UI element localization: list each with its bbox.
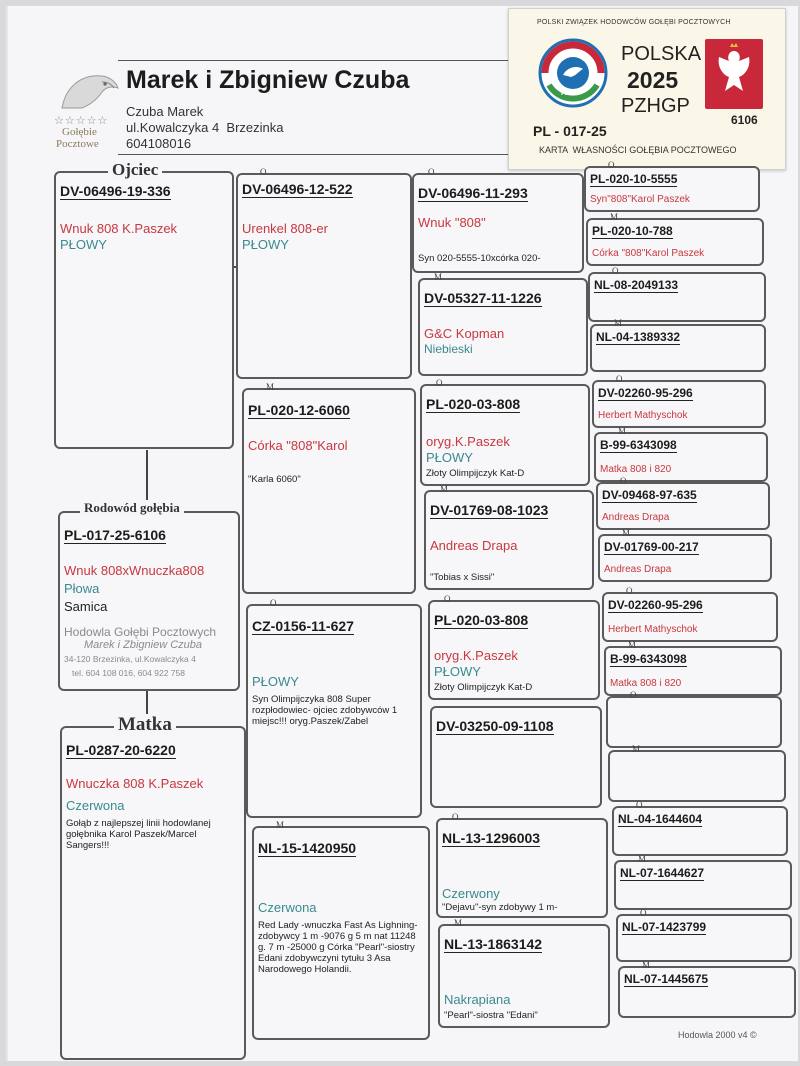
- female-symbol: M: [642, 960, 651, 970]
- mother-color: Czerwona: [66, 798, 125, 813]
- male-symbol: O: [436, 378, 443, 388]
- stamp-line-2: Marek i Zbigniew Czuba: [84, 639, 202, 651]
- ancestor-ring: DV-09468-97-635: [602, 488, 697, 502]
- fmm-name: Andreas Drapa: [430, 538, 518, 553]
- subject-card[interactable]: [58, 511, 240, 691]
- fmm-desc: "Tobias x Sissi": [430, 572, 495, 583]
- card-org: POLSKI ZWIĄZEK HODOWCÓW GOŁĘBI POCZTOWYCH: [537, 19, 731, 26]
- female-symbol: M: [618, 426, 627, 436]
- ancestor-ring: NL-04-1644604: [618, 812, 703, 826]
- ancestor-name: Herbert Mathyschok: [598, 410, 688, 421]
- ancestor-card-gen4[interactable]: [590, 318, 766, 372]
- eagle-logo: [52, 68, 124, 150]
- ancestor-card-gen4[interactable]: [598, 528, 772, 582]
- fmm-card[interactable]: [424, 484, 594, 590]
- mf-desc: Syn Olimpijczyka 808 Super rozpłodowiec- ojciec zdobywców 1 miejsc!!! oryg.Paszek/Zabel: [252, 694, 398, 727]
- fmf-name: oryg.K.Paszek: [426, 434, 510, 449]
- mother-desc: Gołąb z najlepszej linii hodowlanej gołębnika Karol Paszek/Marcel Sangers!!!: [66, 818, 211, 851]
- subject-ring: PL-017-25-6106: [64, 527, 166, 543]
- pedigree-sheet: [8, 6, 798, 1061]
- male-symbol: O: [444, 594, 451, 604]
- father-card[interactable]: [54, 171, 234, 449]
- logo-text-1: Gołębie: [62, 126, 97, 138]
- mff-desc: Złoty Olimpijczyk Kat-D: [434, 682, 533, 693]
- owner-address: ul.Kowalczyka 4 Brzezinka: [126, 120, 284, 135]
- ff-name: Urenkel 808-er: [242, 221, 328, 236]
- ancestor-name: Herbert Mathyschok: [608, 624, 698, 635]
- ancestor-card-gen4[interactable]: [616, 908, 792, 962]
- owner-name: Czuba Marek: [126, 104, 204, 119]
- ancestor-ring: B-99-6343098: [600, 438, 677, 452]
- mff-name: oryg.K.Paszek: [434, 648, 518, 663]
- polish-eagle-icon: [705, 39, 763, 109]
- ancestor-card-gen4[interactable]: [586, 212, 764, 266]
- footer-credit: Hodowla 2000 v4 ©: [678, 1030, 757, 1040]
- mff-card[interactable]: [428, 594, 600, 700]
- female-symbol: M: [434, 272, 443, 282]
- father-ring: DV-06496-19-336: [60, 183, 171, 199]
- logo-stars: ☆☆☆☆☆: [54, 115, 109, 127]
- subject-sex: Samica: [64, 599, 108, 614]
- female-symbol: M: [266, 382, 275, 392]
- ancestor-name: Andreas Drapa: [604, 564, 672, 575]
- mfm-ring: DV-03250-09-1108: [436, 718, 554, 734]
- card-number: 6106: [731, 113, 758, 127]
- ancestor-name: Matka 808 i 820: [610, 678, 682, 689]
- logo-text-2: Pocztowe: [56, 138, 99, 150]
- ancestor-card-gen4[interactable]: [594, 426, 768, 482]
- male-symbol: O: [270, 598, 277, 608]
- ffm-ring: DV-05327-11-1226: [424, 290, 542, 306]
- mmf-color: Czerwony: [442, 886, 500, 901]
- card-abbr: PZHGP: [621, 95, 690, 117]
- female-symbol: M: [454, 918, 463, 928]
- page-title: Marek i Zbigniew Czuba: [126, 66, 410, 94]
- ancestor-name: Syn"808"Karol Paszek: [590, 194, 690, 205]
- female-symbol: M: [440, 484, 449, 494]
- fmf-ring: PL-020-03-808: [426, 396, 521, 412]
- ownership-card: [508, 8, 786, 170]
- male-symbol: O: [630, 690, 637, 700]
- fmm-ring: DV-01769-08-1023: [430, 502, 549, 518]
- pzhgp-emblem: [537, 37, 609, 109]
- subject-color: Płowa: [64, 581, 100, 596]
- mmm-color: Nakrapiana: [444, 992, 511, 1007]
- mmf-ring: NL-13-1296003: [442, 830, 541, 846]
- ancestor-ring: NL-07-1445675: [624, 972, 709, 986]
- ffm-card[interactable]: [418, 272, 588, 376]
- male-symbol: O: [616, 374, 623, 384]
- pedigree-label: Rodowód gołębia: [80, 500, 184, 516]
- fff-card[interactable]: [412, 167, 584, 273]
- father-color: PŁOWY: [60, 237, 107, 252]
- ancestor-card-gen4[interactable]: [618, 960, 796, 1018]
- male-symbol: O: [428, 167, 435, 177]
- card-year: 2025: [627, 67, 679, 93]
- father-label: Ojciec: [108, 160, 162, 180]
- male-symbol: O: [636, 800, 643, 810]
- ancestor-card-gen4[interactable]: [612, 800, 788, 856]
- male-symbol: O: [608, 160, 615, 170]
- mm-desc: Red Lady -wnuczka Fast As Lighning-zdobywcy 1 m -9076 g 5 m nat 11248 g. 7 m -25000 g Córka "Pearl"-siostry Edani zdobywczyni tytułu 3 Asa Narodowego Holandii.: [258, 920, 418, 975]
- ancestor-card-gen4[interactable]: [602, 586, 778, 642]
- card-ring: PL - 017-25: [533, 123, 607, 139]
- fff-name: Wnuk "808": [418, 215, 486, 230]
- emblem-text: PZHGP: [561, 91, 582, 97]
- mff-color: PŁOWY: [434, 664, 481, 679]
- female-symbol: M: [632, 744, 641, 754]
- ancestor-ring: PL-020-10-5555: [590, 172, 678, 186]
- subject-name: Wnuk 808xWnuczka808: [64, 563, 205, 578]
- male-symbol: O: [452, 812, 459, 822]
- mmm-card[interactable]: [438, 918, 610, 1028]
- ancestor-card-gen4[interactable]: [592, 374, 766, 428]
- stamp-line-4: tel. 604 108 016, 604 922 758: [72, 668, 185, 678]
- mother-card[interactable]: [60, 726, 246, 1060]
- ffm-name: G&C Kopman: [424, 326, 505, 341]
- mm-card[interactable]: [252, 820, 430, 1040]
- ancestor-card-gen4[interactable]: [614, 854, 792, 910]
- ancestor-ring: DV-02260-95-296: [608, 598, 703, 612]
- fm-name: Córka "808"Karol: [248, 438, 348, 453]
- ancestor-card-gen4[interactable]: [584, 160, 760, 212]
- mf-ring: CZ-0156-11-627: [252, 618, 354, 634]
- fmf-card[interactable]: [420, 378, 590, 486]
- ancestor-name: Córka "808"Karol Paszek: [592, 248, 705, 259]
- ancestor-ring: NL-07-1644627: [620, 866, 705, 880]
- ancestor-ring: DV-01769-00-217: [604, 540, 699, 554]
- fff-ring: DV-06496-11-293: [418, 185, 528, 201]
- mmm-ring: NL-13-1863142: [444, 936, 543, 952]
- ancestor-ring: DV-02260-95-296: [598, 386, 693, 400]
- mm-color: Czerwona: [258, 900, 317, 915]
- ancestor-card-gen4[interactable]: [606, 690, 782, 748]
- ancestor-ring: NL-07-1423799: [622, 920, 707, 934]
- mmf-card[interactable]: [436, 812, 608, 918]
- pzhgp-emblem-icon: [537, 37, 609, 109]
- ffm-color: Niebieski: [424, 342, 473, 356]
- fmf-desc: Złoty Olimpijczyk Kat-D: [426, 468, 525, 479]
- mff-ring: PL-020-03-808: [434, 612, 529, 628]
- ancestor-ring: NL-08-2049133: [594, 278, 679, 292]
- header-bottom-rule: [118, 154, 518, 155]
- ancestor-card-gen4[interactable]: [596, 476, 770, 530]
- card-country: POLSKA: [621, 43, 702, 65]
- female-symbol: M: [614, 318, 623, 328]
- father-name: Wnuk 808 K.Paszek: [60, 221, 178, 236]
- male-symbol: O: [620, 476, 627, 486]
- eagle-icon: [52, 68, 124, 118]
- mmm-desc: "Pearl"-siostra "Edani": [444, 1010, 538, 1021]
- ff-color: PŁOWY: [242, 237, 289, 252]
- mf-color: PŁOWY: [252, 674, 299, 689]
- female-symbol: M: [610, 212, 619, 222]
- ff-card[interactable]: [236, 167, 412, 379]
- mf-card[interactable]: [246, 598, 422, 818]
- female-symbol: M: [622, 528, 631, 538]
- stamp-line-3: 34-120 Brzezinka, ul.Kowalczyka 4: [64, 654, 196, 664]
- male-symbol: O: [612, 266, 619, 276]
- fm-ring: PL-020-12-6060: [248, 402, 350, 418]
- ancestor-card-gen4[interactable]: [604, 640, 782, 696]
- fm-card[interactable]: [242, 382, 416, 594]
- ancestor-card-gen4[interactable]: [608, 744, 786, 802]
- male-symbol: O: [640, 908, 647, 918]
- mmf-desc: "Dejavu"-syn zdobywy 1 m-: [442, 902, 558, 913]
- mm-ring: NL-15-1420950: [258, 840, 357, 856]
- fm-desc: "Karla 6060": [248, 474, 301, 485]
- ancestor-card-gen4[interactable]: [588, 266, 766, 322]
- header-top-rule: [118, 60, 518, 61]
- mother-name: Wnuczka 808 K.Paszek: [66, 776, 204, 791]
- ff-ring: DV-06496-12-522: [242, 181, 353, 197]
- owner-phone: 604108016: [126, 136, 192, 151]
- fff-desc: Syn 020-5555-10xcórka 020-: [418, 253, 541, 264]
- male-symbol: O: [260, 167, 267, 177]
- polish-eagle-flag: [705, 39, 763, 109]
- mother-label: Matka: [114, 714, 176, 736]
- female-symbol: M: [276, 820, 285, 830]
- fmf-color: PŁOWY: [426, 450, 473, 465]
- ancestor-ring: PL-020-10-788: [592, 224, 673, 238]
- mother-ring: PL-0287-20-6220: [66, 742, 176, 758]
- ancestor-name: Andreas Drapa: [602, 512, 670, 523]
- card-footer: KARTA WŁASNOŚCI GOŁĘBIA POCZTOWEGO: [539, 145, 737, 155]
- female-symbol: M: [638, 854, 647, 864]
- ancestor-ring: B-99-6343098: [610, 652, 687, 666]
- ancestor-name: Matka 808 i 820: [600, 464, 672, 475]
- stamp-line-1: Hodowla Gołębi Pocztowych: [64, 625, 217, 639]
- ancestor-ring: NL-04-1389332: [596, 330, 681, 344]
- mfm-card[interactable]: [430, 706, 602, 808]
- female-symbol: M: [628, 640, 637, 650]
- male-symbol: O: [626, 586, 633, 596]
